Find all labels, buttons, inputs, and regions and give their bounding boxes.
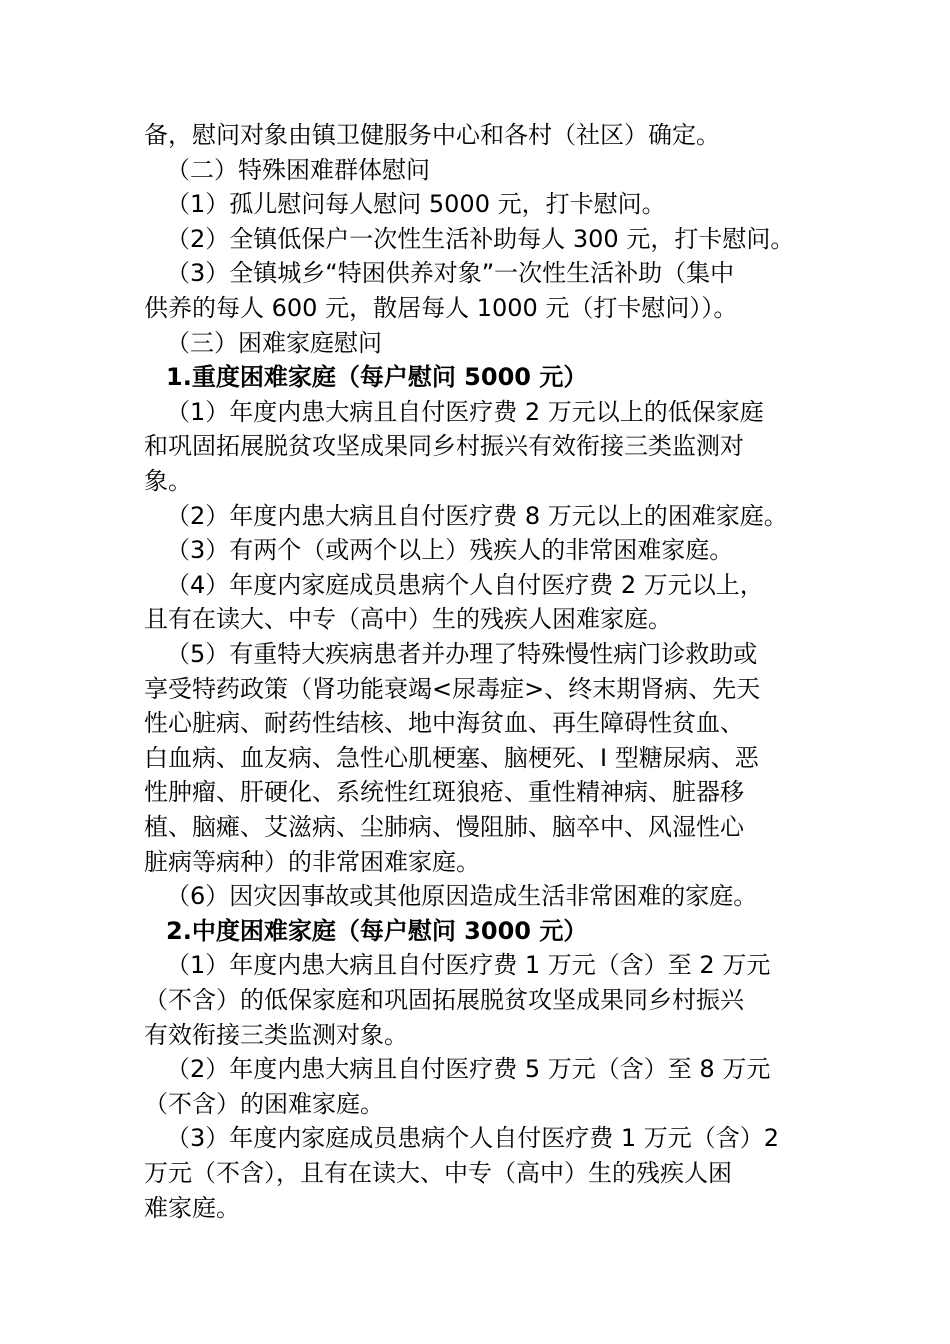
paragraph-line: （3）全镇城乡“特困供养对象”一次性生活补助（集中 — [166, 259, 735, 288]
paragraph-line: （3）有两个（或两个以上）残疾人的非常困难家庭。 — [166, 536, 734, 565]
paragraph-line: （6）因灾因事故或其他原因造成生活非常困难的家庭。 — [166, 882, 758, 911]
paragraph-line: 性心脏病、耐药性结核、地中海贫血、再生障碍性贫血、 — [144, 709, 744, 738]
paragraph-line: 性肿瘤、肝硬化、系统性红斑狼疮、重性精神病、脏器移 — [144, 778, 744, 807]
paragraph-line: 植、脑瘫、艾滋病、尘肺病、慢阻肺、脑卒中、风湿性心 — [144, 813, 744, 841]
paragraph-line: （3）年度内家庭成员患病个人自付医疗费 1 万元（含）2 — [166, 1124, 780, 1153]
paragraph-line: （三）困难家庭慰问 — [166, 328, 382, 357]
paragraph-line: 备，慰问对象由镇卫健服务中心和各村（社区）确定。 — [144, 121, 720, 149]
paragraph-line: （二）特殊困难群体慰问 — [166, 155, 430, 184]
paragraph-line: （1）年度内患大病且自付医疗费 1 万元（含）至 2 万元 — [166, 951, 771, 980]
section-heading: 2.中度困难家庭（每户慰问 3000 元） — [166, 916, 588, 945]
paragraph-line: （2）年度内患大病且自付医疗费 8 万元以上的困难家庭。 — [166, 501, 788, 530]
paragraph-line: （5）有重特大疾病患者并办理了特殊慢性病门诊救助或 — [166, 640, 758, 668]
paragraph-line: 供养的每人 600 元，散居每人 1000 元（打卡慰问））。 — [144, 294, 738, 322]
paragraph-line: 和巩固拓展脱贫攻坚成果同乡村振兴有效衔接三类监测对 — [144, 432, 744, 461]
paragraph-line: （2）年度内患大病且自付医疗费 5 万元（含）至 8 万元 — [166, 1055, 771, 1084]
paragraph-line: 象。 — [144, 467, 192, 495]
paragraph-line: 万元（不含），且有在读大、中专（高中）生的残疾人困 — [144, 1159, 732, 1187]
paragraph-line: （1）年度内患大病且自付医疗费 2 万元以上的低保家庭 — [166, 397, 764, 426]
paragraph-line: 白血病、血友病、急性心肌梗塞、脑梗死、I 型糖尿病、恶 — [144, 743, 759, 772]
paragraph-line: （2）全镇低保户一次性生活补助每人 300 元，打卡慰问。 — [166, 224, 795, 253]
paragraph-line: 享受特药政策（肾功能衰竭<尿毒症>、终末期肾病、先天 — [144, 674, 761, 703]
paragraph-line: （1）孤儿慰问每人慰问 5000 元，打卡慰问。 — [166, 190, 666, 219]
paragraph-line: （4）年度内家庭成员患病个人自付医疗费 2 万元以上， — [166, 570, 764, 599]
paragraph-line: 有效衔接三类监测对象。 — [144, 1020, 408, 1049]
paragraph-line: （不含）的低保家庭和巩固拓展脱贫攻坚成果同乡村振兴 — [144, 986, 744, 1014]
paragraph-line: 难家庭。 — [144, 1193, 240, 1222]
paragraph-line: 脏病等病种）的非常困难家庭。 — [144, 847, 480, 876]
section-heading: 1.重度困难家庭（每户慰问 5000 元） — [166, 363, 588, 392]
paragraph-line: （不含）的困难家庭。 — [144, 1089, 384, 1118]
paragraph-line: 且有在读大、中专（高中）生的残疾人困难家庭。 — [144, 605, 672, 634]
